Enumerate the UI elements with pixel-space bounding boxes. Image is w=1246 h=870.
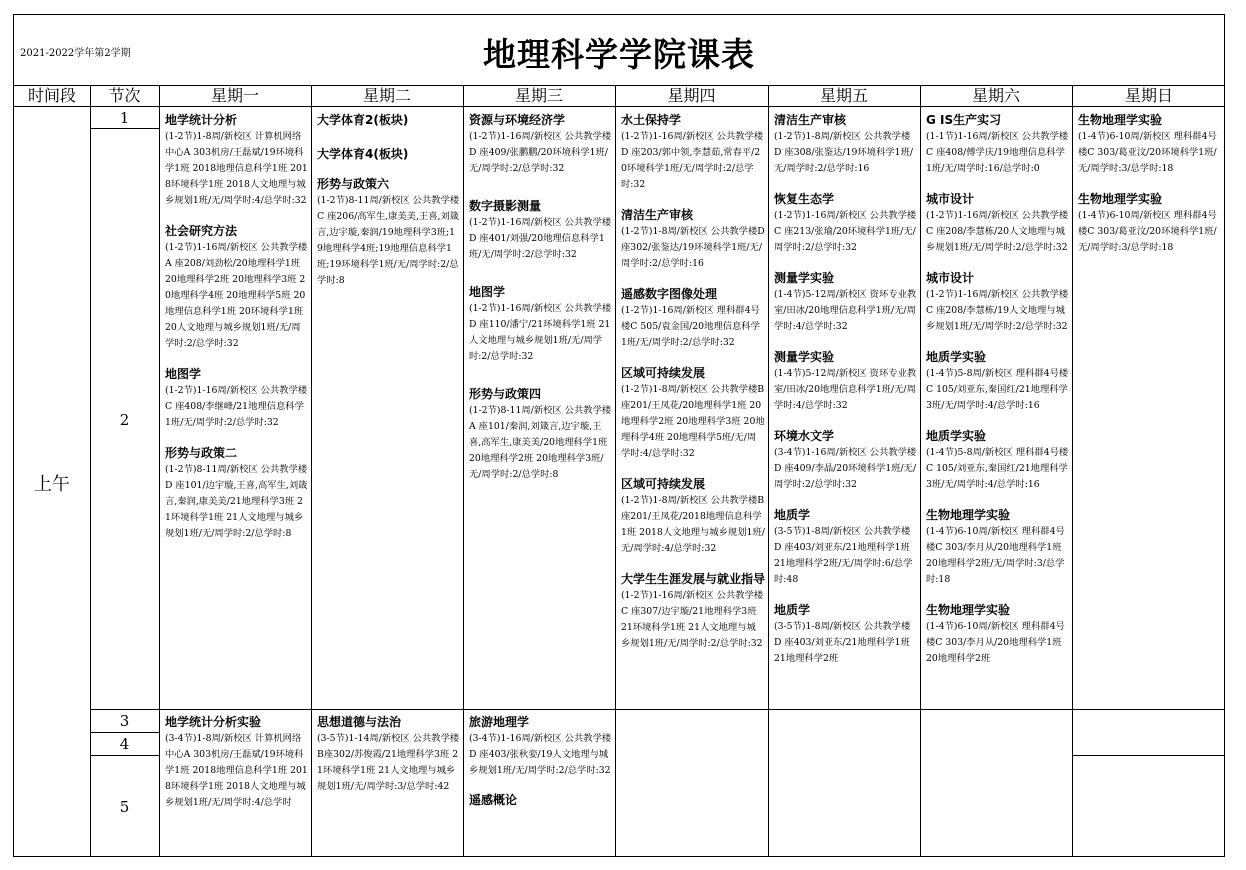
- course-details: (1-2节)8-11周/新校区 公共教学楼C 座206/高军生,康美美,王喜,刘箴言,边宇璇,秦润/19地理科学3班;19地理科学4班;19地理信息科学1班;19环境科学1班/无/周学时:2/总学时:8: [317, 195, 460, 286]
- course-details: (1-4节)6-10周/新校区 理科群4号楼C 303/李月从/20地理科学1班 20地理科学2班/无/周学时:3/总学时:18: [926, 526, 1065, 585]
- course-details: (1-2节)1-16周/新校区 公共教学楼C 座408/李继峰/21地理信息科学1班/无/周学时:2/总学时:32: [165, 385, 308, 428]
- course-entry: [469, 111, 612, 177]
- course-name: 地图学: [469, 285, 506, 299]
- day-column-saturday: [920, 111, 1072, 857]
- course-entry: [165, 111, 308, 209]
- course-entry: [774, 111, 917, 177]
- course-details: (1-2节)1-16周/新校区 公共教学楼D 座203/郭中领,李慧茹,常春平/20环境科学1班/无/周学时:2/总学时:32: [621, 131, 764, 190]
- day-column-sunday: [1072, 111, 1225, 751]
- course-name: 区域可持续发展: [621, 366, 706, 380]
- course-name: 水土保持学: [621, 113, 682, 127]
- course-name: 地学统计分析实验: [165, 715, 262, 729]
- course-name: 地质学: [774, 508, 811, 522]
- day-header-saturday: 星期六: [971, 86, 1020, 105]
- course-name: 恢复生态学: [774, 192, 835, 206]
- day-column-thursday: [615, 111, 768, 857]
- course-details: (1-4节)6-10周/新校区 理科群4号楼C 303/葛亚汶/20环境科学1班/无/周学时:3/总学时:18: [1078, 210, 1217, 253]
- day-header-sunday: 星期日: [1124, 86, 1173, 105]
- course-name: 大学体育2(板块): [317, 113, 409, 127]
- header: [14, 15, 1224, 85]
- course-name: 思想道德与法治: [317, 715, 402, 729]
- course-name: 城市设计: [926, 192, 975, 206]
- course-entry: [317, 175, 460, 289]
- period-number: 4: [119, 735, 130, 753]
- course-details: (3-5节)1-8周/新校区 公共教学楼D 座403/刘亚东/21地理科学1班 21地理科学2班: [774, 621, 911, 664]
- course-name: 社会研究方法: [165, 224, 238, 238]
- course-entry: [926, 348, 1069, 414]
- day-header-wednesday: 星期三: [514, 86, 563, 105]
- course-name: 清洁生产审核: [621, 208, 694, 222]
- course-entry: [1078, 111, 1223, 177]
- course-entry: [774, 190, 917, 256]
- course-entry: [317, 713, 460, 795]
- course-name: 遥感数字图像处理: [621, 287, 718, 301]
- day-column-tuesday-lower: [311, 713, 463, 857]
- course-name: 地学统计分析: [165, 113, 238, 127]
- course-name: 测量学实验: [774, 271, 835, 285]
- course-details: (1-4节)5-12周/新校区 资环专业教室/田冰/20地理信息科学1班/无/周学时:4/总学时:32: [774, 368, 917, 411]
- course-entry: [926, 601, 1069, 667]
- course-details: (1-4节)6-10周/新校区 理科群4号楼C 303/葛亚汶/20环境科学1班/无/周学时:3/总学时:18: [1078, 131, 1217, 174]
- day-header-thursday: 星期四: [667, 86, 716, 105]
- course-entry: [469, 197, 612, 263]
- course-entry: [165, 444, 308, 542]
- course-entry: [165, 365, 308, 431]
- course-entry: [774, 427, 917, 493]
- column-header-divider: [14, 106, 1225, 107]
- term-label: 2021-2022学年第2学期: [20, 48, 131, 59]
- course-details: (1-2节)1-16周/新校区 公共教学楼C 座208/李慧栋/19人文地理与城乡规划1班/无/周学时:2/总学时:32: [926, 289, 1069, 332]
- course-details: (1-1节)1-16周/新校区 公共教学楼C 座408/傅学庆/19地理信息科学1班/无/周学时:16/总学时:0: [926, 131, 1069, 174]
- day-column-friday: [768, 111, 920, 857]
- day-header-monday: 星期一: [210, 86, 259, 105]
- course-entry: [469, 713, 612, 779]
- course-name: 生物地理学实验: [1078, 192, 1163, 206]
- course-details: (1-2节)1-8周/新校区 公共教学楼B座201/王凤花/20地理科学1班 20地理科学2班 20地理科学3班 20地理科学4班 20地理科学5班/无/周学时:4/总学时:32: [621, 384, 765, 459]
- course-entry: [621, 475, 765, 557]
- period-divider: [90, 755, 159, 756]
- course-name: 城市设计: [926, 271, 975, 285]
- course-name: 数字摄影测量: [469, 199, 542, 213]
- day-header-tuesday: 星期二: [362, 86, 411, 105]
- period-divider: [90, 732, 159, 733]
- course-details: (1-2节)1-8周/新校区 计算机网络中心A 303机房/王磊斌/19环境科学1班 2018地理信息科学1班 2018环境科学1班 2018人文地理与城乡规划1班/无/周学时:4/总学时:32: [165, 131, 308, 206]
- course-entry: [469, 791, 612, 809]
- course-details: (1-2节)1-16周/新校区 公共教学楼D 座110/潘宁/21环境科学1班 21人文地理与城乡规划1班/无/周学时:2/总学时:32: [469, 303, 612, 362]
- course-details: (3-5节)1-8周/新校区 公共教学楼D 座403/刘亚东/21地理科学1班 21地理科学2班/无/周学时:6/总学时:48: [774, 526, 913, 585]
- course-entry: [774, 506, 917, 588]
- period-number: 3: [119, 712, 130, 730]
- course-name: 生物地理学实验: [1078, 113, 1163, 127]
- day-column-monday-lower: [159, 713, 311, 857]
- course-entry: [621, 111, 765, 193]
- course-name: 地质学实验: [926, 429, 987, 443]
- course-details: (1-2节)8-11周/新校区 公共教学楼D 座101/边宇璇,王喜,高军生,刘箴言,秦润,康美美/21地理科学3班 21环境科学1班 21人文地理与城乡规划1班/无/周学时:2/总学时:8: [165, 464, 308, 539]
- course-details: (1-4节)5-8周/新校区 理科群4号楼C 105/刘亚东,秦国红/21地理科学3班/无/周学时:4/总学时:16: [926, 447, 1069, 490]
- course-details: (3-4节)1-16周/新校区 公共教学楼D 座409/李晶/20环境科学1班/无/周学时:2/总学时:32: [774, 447, 917, 490]
- course-details: (1-4节)5-12周/新校区 资环专业教室/田冰/20地理信息科学1班/无/周学时:4/总学时:32: [774, 289, 917, 332]
- course-entry: [317, 111, 460, 129]
- course-details: (1-2节)1-16周/新校区 公共教学楼C 座208/李慧栋/20人文地理与城乡规划1班/无/周学时:2/总学时:32: [926, 210, 1069, 253]
- day-header-friday: 星期五: [819, 86, 868, 105]
- course-entry: [165, 713, 308, 811]
- course-entry: [621, 285, 765, 351]
- course-entry: [926, 506, 1069, 588]
- period-column-header: 节次: [108, 86, 141, 105]
- course-entry: [469, 283, 612, 365]
- course-name: 形势与政策四: [469, 387, 542, 401]
- course-entry: [621, 206, 765, 272]
- course-name: 地质学: [774, 603, 811, 617]
- course-details: (3-4节)1-8周/新校区 计算机网络中心A 303机房/王磊斌/19环境科学1班 2018地理信息科学1班 2018环境科学1班 2018人文地理与城乡规划1班/无/周学时:4/总学时: [165, 733, 308, 808]
- sunday-cell-divider: [1072, 755, 1225, 756]
- course-details: (3-5节)1-14周/新校区 公共教学楼B座302/苏俊霞/21地理科学3班 21环境科学1班 21人文地理与城乡规划1班/无/周学时:3/总学时:42: [317, 733, 460, 792]
- time-segment-label: 上午: [34, 474, 70, 495]
- course-name: 生物地理学实验: [926, 603, 1011, 617]
- course-name: G IS生产实习: [926, 113, 1002, 127]
- course-name: 形势与政策二: [165, 446, 238, 460]
- course-details: (1-2节)1-8周/新校区 公共教学楼D 座308/张鉴达/19环境科学1班/无/周学时:2/总学时:16: [774, 131, 913, 174]
- course-entry: [774, 601, 917, 667]
- course-details: (1-2节)1-8周/新校区 公共教学楼B座201/王凤花/2018地理信息科学1班 2018人文地理与城乡规划1班/无/周学时:4/总学时:32: [621, 495, 765, 554]
- course-name: 测量学实验: [774, 350, 835, 364]
- course-entry: [317, 145, 460, 163]
- course-entry: [165, 222, 308, 352]
- course-entry: [926, 427, 1069, 493]
- course-details: (1-4节)6-10周/新校区 理科群4号楼C 303/李月从/20地理科学1班 20地理科学2班: [926, 621, 1065, 664]
- period-number: 2: [119, 411, 130, 429]
- day-column-wednesday-lower: [463, 713, 615, 857]
- course-name: 清洁生产审核: [774, 113, 847, 127]
- course-details: (1-2节)1-16周/新校区 公共教学楼C 座213/张瑜/20环境科学1班/无/周学时:2/总学时:32: [774, 210, 917, 253]
- course-entry: [774, 269, 917, 335]
- course-name: 地图学: [165, 367, 202, 381]
- period-number: 5: [119, 798, 130, 816]
- course-details: (1-4节)5-8周/新校区 理科群4号楼C 105/刘亚东,秦国红/21地理科学3班/无/周学时:4/总学时:16: [926, 368, 1069, 411]
- course-details: (1-2节)1-16周/新校区 公共教学楼D 座401/刘强/20地理信息科学1班/无/周学时:2/总学时:32: [469, 217, 612, 260]
- course-name: 大学体育4(板块): [317, 147, 409, 161]
- course-name: 环境水文学: [774, 429, 835, 443]
- course-details: (1-2节)1-16周/新校区 公共教学楼C 座307/边宇璇/21地理科学3班 21环境科学1班 21人文地理与城乡规划1班/无/周学时:2/总学时:32: [621, 590, 764, 649]
- course-details: (1-2节)1-16周/新校区 公共教学楼A 座208/刘劲松/20地理科学1班 20地理科学2班 20地理科学3班 20地理科学4班 20地理科学5班 20地理信息科学1班 20环境科学1班 20人文地理与城乡规划1班/无/周学时:2/总学时:32: [165, 242, 308, 349]
- timetable: [13, 14, 1225, 857]
- course-name: 大学生生涯发展与就业指导: [621, 572, 766, 586]
- course-name: 形势与政策六: [317, 177, 390, 191]
- period-divider: [90, 128, 159, 129]
- page-title: 地理科学学院课表: [483, 35, 755, 74]
- course-entry: [926, 269, 1069, 335]
- course-name: 地质学实验: [926, 350, 987, 364]
- period-number: 1: [119, 109, 130, 127]
- course-details: (1-2节)8-11周/新校区 公共教学楼A 座101/秦润,刘箴言,边宇璇,王喜,高军生,康美美/20地理科学1班 20地理科学2班 20地理科学3班/无/周学时:2/总学时:8: [469, 405, 612, 480]
- course-details: (1-2节)1-16周/新校区 公共教学楼D 座409/张鹏鹏/20环境科学1班/无/周学时:2/总学时:32: [469, 131, 612, 174]
- time-column-header: 时间段: [27, 86, 76, 105]
- course-name: 旅游地理学: [469, 715, 530, 729]
- course-entry: [926, 190, 1069, 256]
- course-name: 遥感概论: [469, 793, 518, 807]
- course-details: (1-2节)1-16周/新校区 理科群4号楼C 505/袁金国/20地理信息科学1班/无/周学时:2/总学时:32: [621, 305, 760, 348]
- course-entry: [469, 385, 612, 483]
- course-entry: [621, 364, 765, 462]
- course-entry: [926, 111, 1069, 177]
- course-name: 资源与环境经济学: [469, 113, 566, 127]
- course-entry: [1078, 190, 1223, 256]
- course-name: 生物地理学实验: [926, 508, 1011, 522]
- course-entry: [621, 570, 765, 652]
- course-name: 区域可持续发展: [621, 477, 706, 491]
- course-details: (3-4节)1-16周/新校区 公共教学楼D 座403/张秋娈/19人文地理与城乡规划1班/无/周学时:2/总学时:32: [469, 733, 612, 776]
- course-details: (1-2节)1-8周/新校区 公共教学楼D 座302/张鉴达/19环境科学1班/无/周学时:2/总学时:16: [621, 226, 765, 269]
- course-entry: [774, 348, 917, 414]
